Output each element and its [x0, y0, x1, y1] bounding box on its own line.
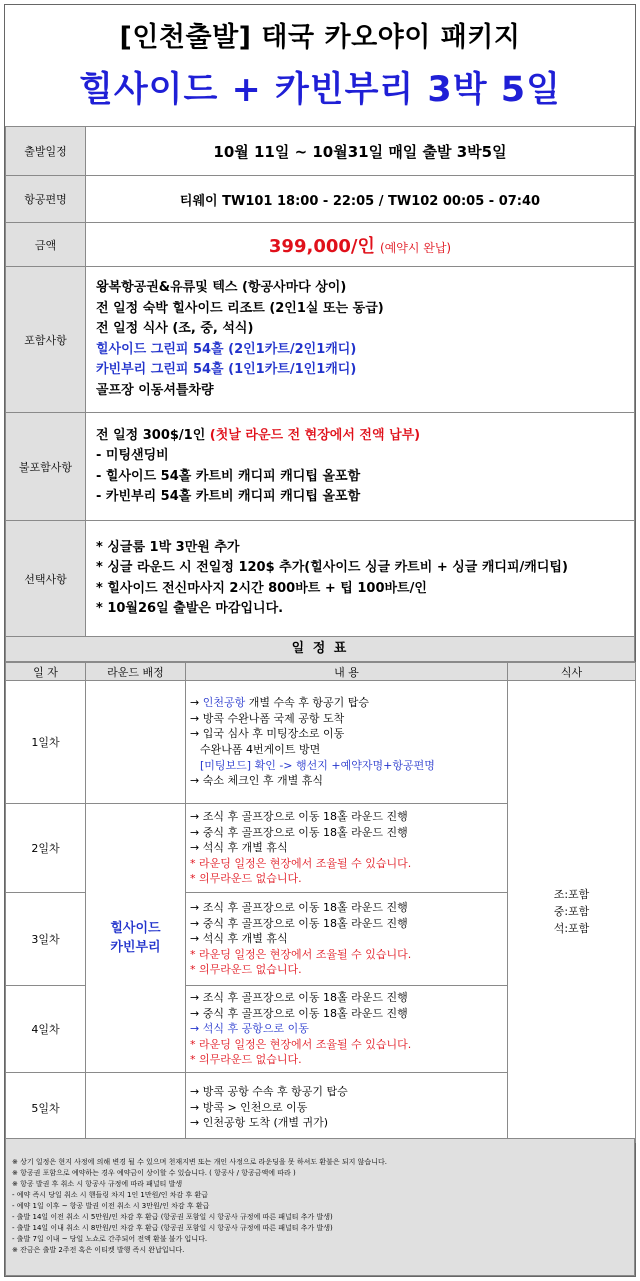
round-name: 힐사이드: [110, 921, 161, 936]
schedule-line: [190, 1006, 507, 1022]
schedule-line: [190, 856, 507, 872]
day-content: [186, 681, 508, 804]
schedule-line: [190, 990, 507, 1006]
included-item: 전 일정 식사 (조, 중, 석식): [96, 321, 254, 336]
excluded-row: [6, 413, 635, 521]
package-header: [5, 5, 635, 126]
excluded-label: 불포함사항: [6, 413, 86, 521]
line-text: → 중식 후 골프장으로 이동 18홀 라운드 진행: [190, 916, 408, 930]
header-round: 라운드 배정: [86, 663, 186, 681]
schedule-line: [190, 931, 507, 947]
schedule-line: [190, 1084, 507, 1100]
note-line: - 출발 14일 이전 취소 시 5만원/인 차감 후 환급 (항공권 포함일 시 항공사 규정에 따른 패널티 추가 발생): [12, 1213, 333, 1221]
day-content: [186, 1073, 508, 1143]
round-cell-empty: [86, 681, 186, 804]
package-subtitle: 힐사이드 + 카빈부리 3박 5일: [79, 70, 561, 110]
header-content: 내 용: [186, 663, 508, 681]
line-text: 개별 수속 후 항공기 탑승: [245, 696, 369, 710]
schedule-line: [190, 1115, 507, 1131]
line-text: → 인천공항 도착 (개별 귀가): [190, 1116, 329, 1130]
line-text: → 중식 후 골프장으로 이동 18홀 라운드 진행: [190, 825, 408, 839]
line-text: → 조식 후 골프장으로 이동 18홀 라운드 진행: [190, 810, 408, 824]
departure-label: 출발일정: [6, 127, 86, 176]
line-text: → 석식 후 개별 휴식: [190, 841, 288, 855]
note-line: ※ 잔금은 출발 2주전 혹은 이티켓 발행 즉시 완납입니다.: [12, 1246, 185, 1254]
day-label: 3일차: [6, 893, 86, 986]
schedule-line: [190, 711, 507, 727]
schedule-line: [190, 900, 507, 916]
schedule-line: [190, 695, 507, 711]
note-line: - 예약 즉시 당일 취소 시 핸들링 차지 1인 1만원/인 차감 후 환급: [12, 1191, 209, 1199]
departure-row: [6, 127, 635, 176]
schedule-line: [190, 758, 507, 774]
schedule-line: [190, 1021, 507, 1037]
schedule-table: [5, 662, 636, 1143]
optional-row: [6, 521, 635, 637]
line-text: [미팅보드] 확인 -> 행선지 +예약자명+항공편명: [200, 758, 435, 772]
meal-item: 중:포함: [553, 905, 590, 918]
note-line: ※ 상기 일정은 현지 사정에 의해 변경 될 수 있으며 천재지변 또는 개인 사정으로 라운딩을 못 하셔도 환불은 되지 않습니다.: [12, 1158, 387, 1166]
day-content: [186, 893, 508, 986]
package-title: [인천출발] 태국 카오야이 패키지: [119, 22, 521, 53]
schedule-line: [190, 1100, 507, 1116]
round-assignment: [86, 804, 186, 1073]
schedule-title: 일 정 표: [5, 636, 635, 662]
schedule-line: [190, 1037, 507, 1053]
included-item: 카빈부리 그린피 54홀 (1인1카트/1인1캐디): [96, 362, 357, 377]
day-label: 1일차: [6, 681, 86, 804]
note-line: ※ 항공 발권 후 취소 시 항공사 규정에 따라 패널티 발생: [12, 1180, 183, 1188]
line-text: * 라운딩 일정은 현장에서 조율될 수 있습니다.: [190, 947, 412, 961]
notes-box: [5, 1138, 635, 1276]
line-text: * 의무라운드 없습니다.: [190, 963, 302, 977]
schedule-row: [6, 681, 636, 804]
day-label: 5일차: [6, 1073, 86, 1143]
included-item: 힐사이드 그린피 54홀 (2인1카트/2인1캐디): [96, 341, 357, 357]
price-note: (예약시 완납): [379, 240, 452, 255]
day-label: 4일차: [6, 986, 86, 1073]
schedule-line: [190, 809, 507, 825]
line-text: → 방콕 > 인천으로 이동: [190, 1100, 308, 1114]
schedule-line: [190, 871, 507, 887]
included-item: 왕복항공권&유류및 텍스 (항공사마다 상이): [96, 280, 347, 295]
excluded-list: [86, 413, 635, 521]
line-text: * 라운딩 일정은 현장에서 조율될 수 있습니다.: [190, 1037, 412, 1051]
line-text: * 라운딩 일정은 현장에서 조율될 수 있습니다.: [190, 856, 412, 870]
line-text: → 조식 후 골프장으로 이동 18홀 라운드 진행: [190, 901, 408, 915]
schedule-line: [190, 962, 507, 978]
meal-cell: [508, 681, 636, 1143]
round-name: 카빈부리: [110, 940, 161, 955]
optional-list: [86, 521, 635, 637]
meal-item: 석:포함: [553, 922, 590, 935]
flight-value: 티웨이 TW101 18:00 - 22:05 / TW102 00:05 - 07:40: [86, 176, 635, 223]
line-text: * 의무라운드 없습니다.: [190, 1053, 302, 1067]
price-label: 금액: [6, 223, 86, 267]
included-row: [6, 267, 635, 413]
included-item: 전 일정 숙박 힐사이드 리조트 (2인1실 또는 동급): [96, 300, 384, 316]
included-label: 포함사항: [6, 267, 86, 413]
note-line: - 예약 1일 이후 ~ 항공 발권 이전 취소 시 3만원/인 차감 후 환급: [12, 1202, 210, 1210]
optional-item: * 힐사이드 전신마사지 2시간 800바트 + 팁 100바트/인: [96, 580, 427, 596]
price-row: [6, 223, 635, 267]
line-text: → 중식 후 골프장으로 이동 18홀 라운드 진행: [190, 1006, 408, 1020]
line-text: →: [190, 696, 203, 710]
excluded-item: - 힐사이드 54홀 카트비 캐디피 캐디팁 올포함: [96, 468, 361, 484]
schedule-line: [190, 825, 507, 841]
note-line: - 출발 14일 이내 취소 시 8만원/인 차감 후 환급 (항공권 포함일 시 항공사 규정에 따른 패널티 추가 발생): [12, 1224, 333, 1232]
round-cell-empty: [86, 1073, 186, 1143]
schedule-line: [190, 947, 507, 963]
line-text: → 석식 후 공항으로 이동: [190, 1022, 309, 1036]
included-item: 골프장 이동셔틀차량: [96, 382, 214, 398]
schedule-line: [190, 916, 507, 932]
departure-value: 10월 11일 ~ 10월31일 매일 출발 3박5일: [86, 127, 635, 176]
day-content: [186, 986, 508, 1073]
optional-item: * 싱글 라운드 시 전일정 120$ 추가(힐사이드 싱글 카트비 + 싱글 캐디피/캐디팁): [96, 560, 568, 575]
excluded-first-line: 전 일정 300$/1인 (첫날 라운드 전 현장에서 전액 납부): [96, 427, 421, 443]
included-list: [86, 267, 635, 413]
day-label: 2일차: [6, 804, 86, 893]
line-text: → 입국 심사 후 미팅장소로 이동: [190, 727, 345, 741]
price-value: 399,000/인: [268, 235, 375, 257]
line-text: 수완나폼 4번게이트 방면: [200, 743, 321, 756]
schedule-line: [190, 1052, 507, 1068]
optional-item: * 싱글룸 1박 3만원 추가: [96, 539, 240, 555]
excluded-item: - 카빈부리 54홀 카트비 캐디피 캐디팁 올포함: [96, 489, 361, 504]
schedule-line: [190, 742, 507, 758]
header-meal: 식사: [508, 663, 636, 681]
schedule-header-row: [6, 663, 636, 681]
line-text: → 숙소 체크인 후 개별 휴식: [190, 774, 323, 788]
optional-label: 선택사항: [6, 521, 86, 637]
day-content: [186, 804, 508, 893]
note-line: - 출발 7일 이내 ~ 당일 노쇼로 간주되어 전액 환불 불가 입니다.: [12, 1235, 208, 1243]
excluded-item: - 미팅샌딩비: [96, 448, 169, 463]
header-day: 일 자: [6, 663, 86, 681]
line-text: * 의무라운드 없습니다.: [190, 872, 302, 886]
line-text: → 석식 후 개별 휴식: [190, 932, 288, 946]
flight-label: 항공편명: [6, 176, 86, 223]
line-text: → 방콕 공항 수속 후 항공기 탑승: [190, 1085, 348, 1099]
line-text: → 방콕 수완나폼 국제 공항 도착: [190, 711, 345, 725]
optional-item: * 10월26일 출발은 마감입니다.: [96, 601, 284, 616]
note-line: ※ 항공권 포함으로 예약하는 경우 예약금이 상이할 수 있습니다. ( 항공사 / 항공금액에 따라 ): [12, 1169, 296, 1177]
line-text: → 조식 후 골프장으로 이동 18홀 라운드 진행: [190, 991, 408, 1005]
schedule-line: [190, 726, 507, 742]
flight-row: [6, 176, 635, 223]
meal-item: 조:포함: [553, 888, 590, 901]
schedule-line: [190, 773, 507, 789]
line-text: 인천공항: [202, 696, 246, 710]
schedule-line: [190, 840, 507, 856]
package-info-table: [5, 126, 635, 637]
